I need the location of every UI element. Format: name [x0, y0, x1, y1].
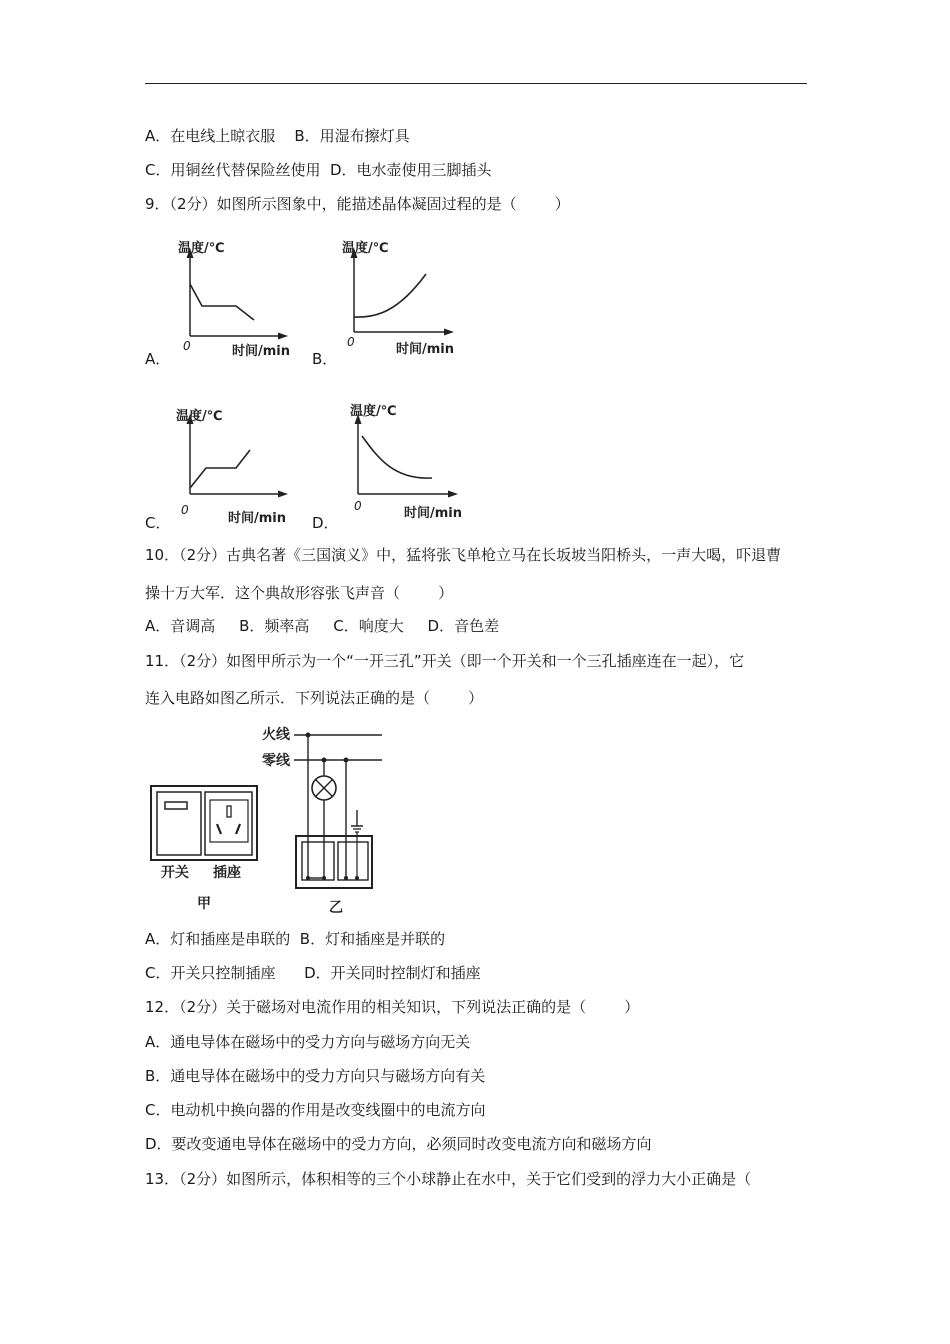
header-rule: [145, 83, 807, 84]
switch-label: 开关: [161, 865, 189, 881]
q9-graph-a: [170, 232, 310, 364]
q9-stem: 9．（2分）如图所示图象中，能描述晶体凝固过程的是（ ）: [145, 195, 570, 213]
q11-options-ab: A．灯和插座是串联的 B．灯和插座是并联的: [145, 930, 446, 948]
q9-graph-d: [340, 398, 480, 530]
q9-option-d-label: D．: [312, 514, 339, 532]
q9-graph-b-ylabel: 温度/℃: [342, 241, 389, 256]
switch-rocker: [165, 802, 187, 809]
q11-options-cd: C．开关只控制插座 D．开关同时控制灯和插座: [145, 964, 481, 982]
q10-stem-1: 10．（2分）古典名著《三国演义》中，猛将张飞单枪立马在长坂坡当阳桥头，一声大喝，吓退曹: [145, 546, 782, 564]
q9-graph-d-xlabel: 时间/min: [404, 506, 463, 521]
q9-graph-a-origin: 0: [183, 339, 191, 353]
q9-graph-a-xlabel: 时间/min: [232, 344, 291, 359]
q9-graph-c-origin: 0: [181, 503, 189, 517]
figure-yi-label: 乙: [329, 900, 343, 916]
q9-option-c-label: C．: [145, 514, 171, 532]
q12-option-c: C．电动机中换向器的作用是改变线圈中的电流方向: [145, 1101, 486, 1119]
q11-figure-yi: [258, 718, 388, 916]
q10-stem-2: 操十万大军．这个典故形容张飞声音（ ）: [145, 584, 454, 602]
neutral-wire-label: 零线: [262, 753, 290, 769]
q9-graph-b: [336, 232, 476, 364]
q9-graph-d-ylabel: 温度/℃: [350, 404, 397, 419]
q9-graph-b-origin: 0: [347, 335, 355, 349]
q9-graph-d-origin: 0: [354, 499, 362, 513]
q10-options: A．音调高 B．频率高 C．响度大 D．音色差: [145, 617, 500, 635]
q11-figure-jia: [145, 780, 265, 914]
q8-options-ab: A．在电线上晾衣服 B．用湿布擦灯具: [145, 127, 410, 145]
q9-option-a-label: A．: [145, 350, 171, 368]
q9-option-b-label: B．: [312, 350, 338, 368]
q9-graph-a-ylabel: 温度/℃: [178, 241, 225, 256]
q9-graph-b-xlabel: 时间/min: [396, 342, 455, 357]
q11-stem-1: 11．（2分）如图甲所示为一个“一开三孔”开关（即一个开关和一个三孔插座连在一起），它: [145, 652, 745, 670]
figure-jia-label: 甲: [197, 896, 211, 912]
q12-option-b: B．通电导体在磁场中的受力方向只与磁场方向有关: [145, 1067, 486, 1085]
q13-stem: 13．（2分）如图所示，体积相等的三个小球静止在水中，关于它们受到的浮力大小正确是（: [145, 1170, 752, 1188]
q8-options-cd: C．用铜丝代替保险丝使用 D．电水壶使用三脚插头: [145, 161, 492, 179]
q9-graph-c-ylabel: 温度/℃: [176, 409, 223, 424]
socket-label: 插座: [213, 865, 241, 881]
q12-option-d: D．要改变通电导体在磁场中的受力方向，必须同时改变电流方向和磁场方向: [145, 1135, 652, 1153]
q12-option-a: A．通电导体在磁场中的受力方向与磁场方向无关: [145, 1033, 471, 1051]
q11-stem-2: 连入电路如图乙所示．下列说法正确的是（ ）: [145, 689, 484, 707]
q12-stem: 12．（2分）关于磁场对电流作用的相关知识，下列说法正确的是（ ）: [145, 998, 640, 1016]
q9-graph-c: [170, 398, 310, 530]
live-wire-label: 火线: [262, 727, 290, 743]
q9-graph-c-xlabel: 时间/min: [228, 511, 287, 526]
socket-panel: [205, 792, 252, 855]
